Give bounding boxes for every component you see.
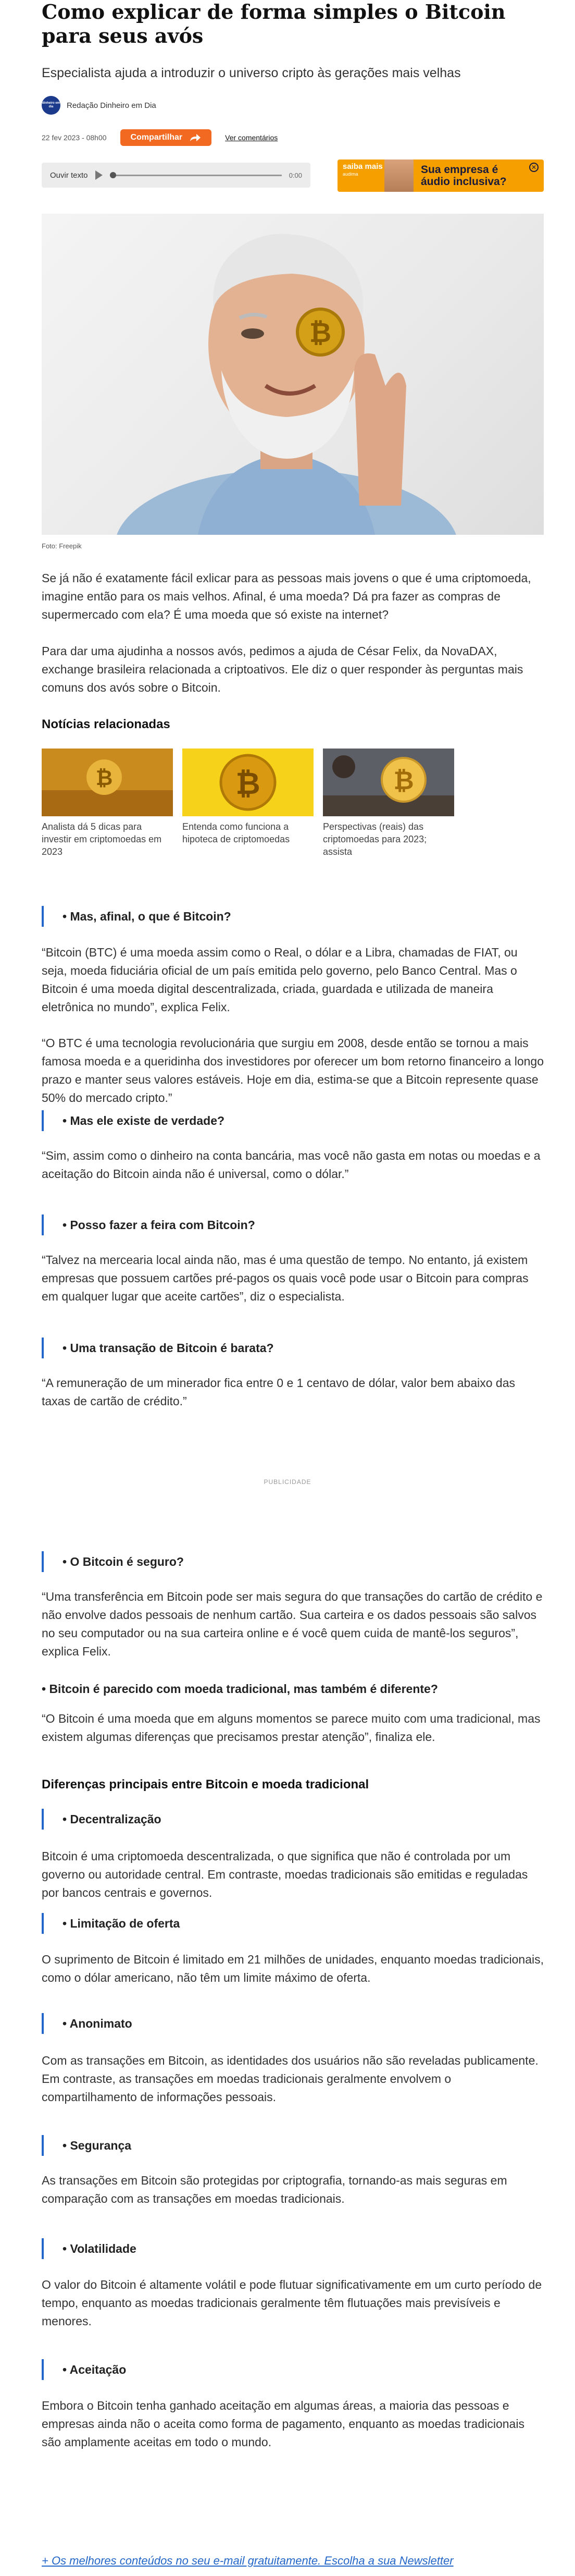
related-label[interactable]: Analista dá 5 dicas para investir em criptomoedas em 2023 xyxy=(42,821,162,857)
section-heading: • Posso fazer a feira com Bitcoin? xyxy=(42,1215,544,1235)
audio-progress-knob[interactable] xyxy=(110,172,116,178)
related-card[interactable] xyxy=(323,749,454,858)
section-heading: • Bitcoin é parecido com moeda tradicional, mas também é diferente? xyxy=(42,1682,438,1696)
paragraph: “Uma transferência em Bitcoin pode ser mais segura do que transações do cartão de crédito e não envolve dados pessoais de nenhum cartão. Sua carteira e os dados pessoais são salvos no seu computador ou na sua carteira online e é você quem cuida de mantê-los seguros”, explica Felix. xyxy=(42,1590,543,1658)
audio-progress-bar[interactable] xyxy=(110,175,282,176)
section-heading: • Mas, afinal, o que é Bitcoin? xyxy=(42,906,544,927)
section-heading: • Limitação de oferta xyxy=(42,1913,544,1934)
share-label: Compartilhar xyxy=(130,133,183,142)
paragraph: “Bitcoin (BTC) é uma moeda assim como o Real, o dólar e a Libra, chamadas de FIAT, ou seja, moeda fiduciária oficial de um país emitida pelo governo, pelo Banco Central. Mas o Bitcoin é uma moeda digital descentralizada, criada, guardada e utilizada de maneira eletrônica no mundo”, explica Felix. xyxy=(42,946,518,1014)
author-name[interactable]: Redação Dinheiro em Dia xyxy=(67,101,156,110)
differences-title: Diferenças principais entre Bitcoin e moeda tradicional xyxy=(42,1777,369,1792)
author-line[interactable] xyxy=(42,95,156,116)
section-heading: • Uma transação de Bitcoin é barata? xyxy=(42,1338,544,1358)
share-button[interactable] xyxy=(120,129,212,146)
section-heading: • Segurança xyxy=(42,2135,544,2156)
share-arrow-icon xyxy=(190,133,201,142)
hero-illustration xyxy=(42,214,544,535)
related-thumbnail[interactable] xyxy=(182,749,314,816)
svg-text:₿: ₿ xyxy=(235,766,260,801)
comments-link[interactable]: Ver comentários xyxy=(225,133,278,142)
section-heading: • Volatilidade xyxy=(42,2238,544,2259)
section-heading: • Anonimato xyxy=(42,2013,544,2034)
paragraph: Bitcoin é uma criptomoeda descentralizada, o que significa que não é controlada por um governo ou autoridade central. Em contraste, moedas tradicionais são emitidas e reguladas por bancos centrais e governos. xyxy=(42,1849,528,1899)
svg-text:₿: ₿ xyxy=(309,317,332,349)
paragraph: “O BTC é uma tecnologia revolucionária que surgiu em 2008, desde então se tornou a mais famosa moeda e a queridinha dos investidores por oferecer um bom retorno financeiro a longo prazo e manter seus valores estáveis. Hoje em dia, estima-se que a Bitcoin represente quase 50% do mercado cripto.” xyxy=(42,1036,544,1105)
section-heading: • Aceitação xyxy=(42,2359,544,2380)
hero-photo xyxy=(42,214,544,535)
ad-close-icon[interactable]: ✕ xyxy=(529,163,539,172)
related-card[interactable] xyxy=(182,749,314,845)
paragraph: O valor do Bitcoin é altamente volátil e pode flutuar significativamente em um curto período de tempo, enquanto as moedas tradicionais geralmente têm flutuações mais previsíveis e menores. xyxy=(42,2278,542,2328)
photo-caption: Foto: Freepik xyxy=(42,542,82,550)
audio-label: Ouvir texto xyxy=(50,170,88,180)
paragraph: As transações em Bitcoin são protegidas por criptografia, tornando-as mais seguras em comparação com as transações em moedas tradicionais. xyxy=(42,2174,507,2205)
audio-player xyxy=(42,163,310,188)
svg-text:₿: ₿ xyxy=(393,766,414,795)
related-thumbnail[interactable] xyxy=(323,749,454,816)
related-thumbnail[interactable] xyxy=(42,749,173,816)
paragraph: Com as transações em Bitcoin, as identidades dos usuários não são reveladas publicamente. Em contraste, as transações em moedas tradicionais geralmente envolvem o compartilhamento de informações pessoais. xyxy=(42,2054,539,2104)
paragraph: “Talvez na mercearia local ainda não, mas é uma questão de tempo. No entanto, já existem empresas que possuem cartões pré-pagos os quais você pode usar o Bitcoin para compras em qualquer lugar que aceite cartões”, diz o especialista. xyxy=(42,1253,529,1303)
ad-person-photo xyxy=(384,160,414,192)
section-heading: • Decentralização xyxy=(42,1809,544,1830)
audio-time: 0:00 xyxy=(289,171,302,179)
paragraph: O suprimento de Bitcoin é limitado em 21 milhões de unidades, enquanto moedas tradicionais, como o dólar americano, não têm um limite máximo de oferta. xyxy=(42,1953,544,1984)
svg-text:₿: ₿ xyxy=(95,766,113,790)
article-meta xyxy=(42,127,278,148)
paragraph: “O Bitcoin é uma moeda que em alguns momentos se parece muito com uma tradicional, mas existem algumas diferenças que precisamos prestar atenção”, finaliza ele. xyxy=(42,1712,541,1744)
play-icon[interactable] xyxy=(95,170,103,180)
author-logo: dinheiro em dia xyxy=(42,96,60,115)
ad-brand: saiba mais audima xyxy=(343,162,383,177)
related-news-title: Notícias relacionadas xyxy=(42,717,170,731)
related-card[interactable] xyxy=(42,749,173,858)
paragraph-intro: Se já não é exatamente fácil exlicar para as pessoas mais jovens o que é uma criptomoeda, imagine então para os mais velhos. Afinal, é uma moeda? Dá pra fazer as compras de supermercado com ela? É uma moeda que só existe na internet? xyxy=(42,571,531,621)
related-label[interactable]: Perspectivas (reais) das criptomoedas para 2023; assista xyxy=(323,821,427,857)
advertising-label: PUBLICIDADE xyxy=(264,1478,311,1486)
audio-ad-banner[interactable] xyxy=(338,160,544,192)
paragraph: Embora o Bitcoin tenha ganhado aceitação em algumas áreas, a maioria das pessoas e empresas ainda não o aceita como forma de pagamento, enquanto as moedas tradicionais são amplamente aceitas em todo o mundo. xyxy=(42,2399,524,2449)
publish-date: 22 fev 2023 - 08h00 xyxy=(42,133,107,142)
paragraph-context: Para dar uma ajudinha a nossos avós, pedimos a ajuda de César Felix, da NovaDAX, exchange brasileira relacionada a criptoativos. Ele diz o quer responder às perguntas mais comuns dos avós sobre o Bitcoin. xyxy=(42,644,523,694)
section-heading: • Mas ele existe de verdade? xyxy=(42,1110,544,1131)
paragraph: “A remuneração de um minerador fica entre 0 e 1 centavo de dólar, valor bem abaixo das taxas de cartão de crédito.” xyxy=(42,1376,516,1408)
paragraph: “Sim, assim como o dinheiro na conta bancária, mas você não gasta em notas ou moedas e a aceitação do Bitcoin ainda não é universal, como o dólar.” xyxy=(42,1149,541,1181)
related-label[interactable]: Entenda como funciona a hipoteca de criptomoedas xyxy=(182,821,290,844)
article-title: Como explicar de forma simples o Bitcoin para seus avós xyxy=(42,0,506,47)
ad-message: Sua empresa é áudio inclusiva? xyxy=(421,164,507,188)
section-heading: • O Bitcoin é seguro? xyxy=(42,1551,544,1572)
article-subtitle: Especialista ajuda a introduzir o universo cripto às gerações mais velhas xyxy=(42,66,461,80)
newsletter-link[interactable]: + Os melhores conteúdos no seu e-mail gratuitamente. Escolha a sua Newsletter xyxy=(42,2554,454,2567)
